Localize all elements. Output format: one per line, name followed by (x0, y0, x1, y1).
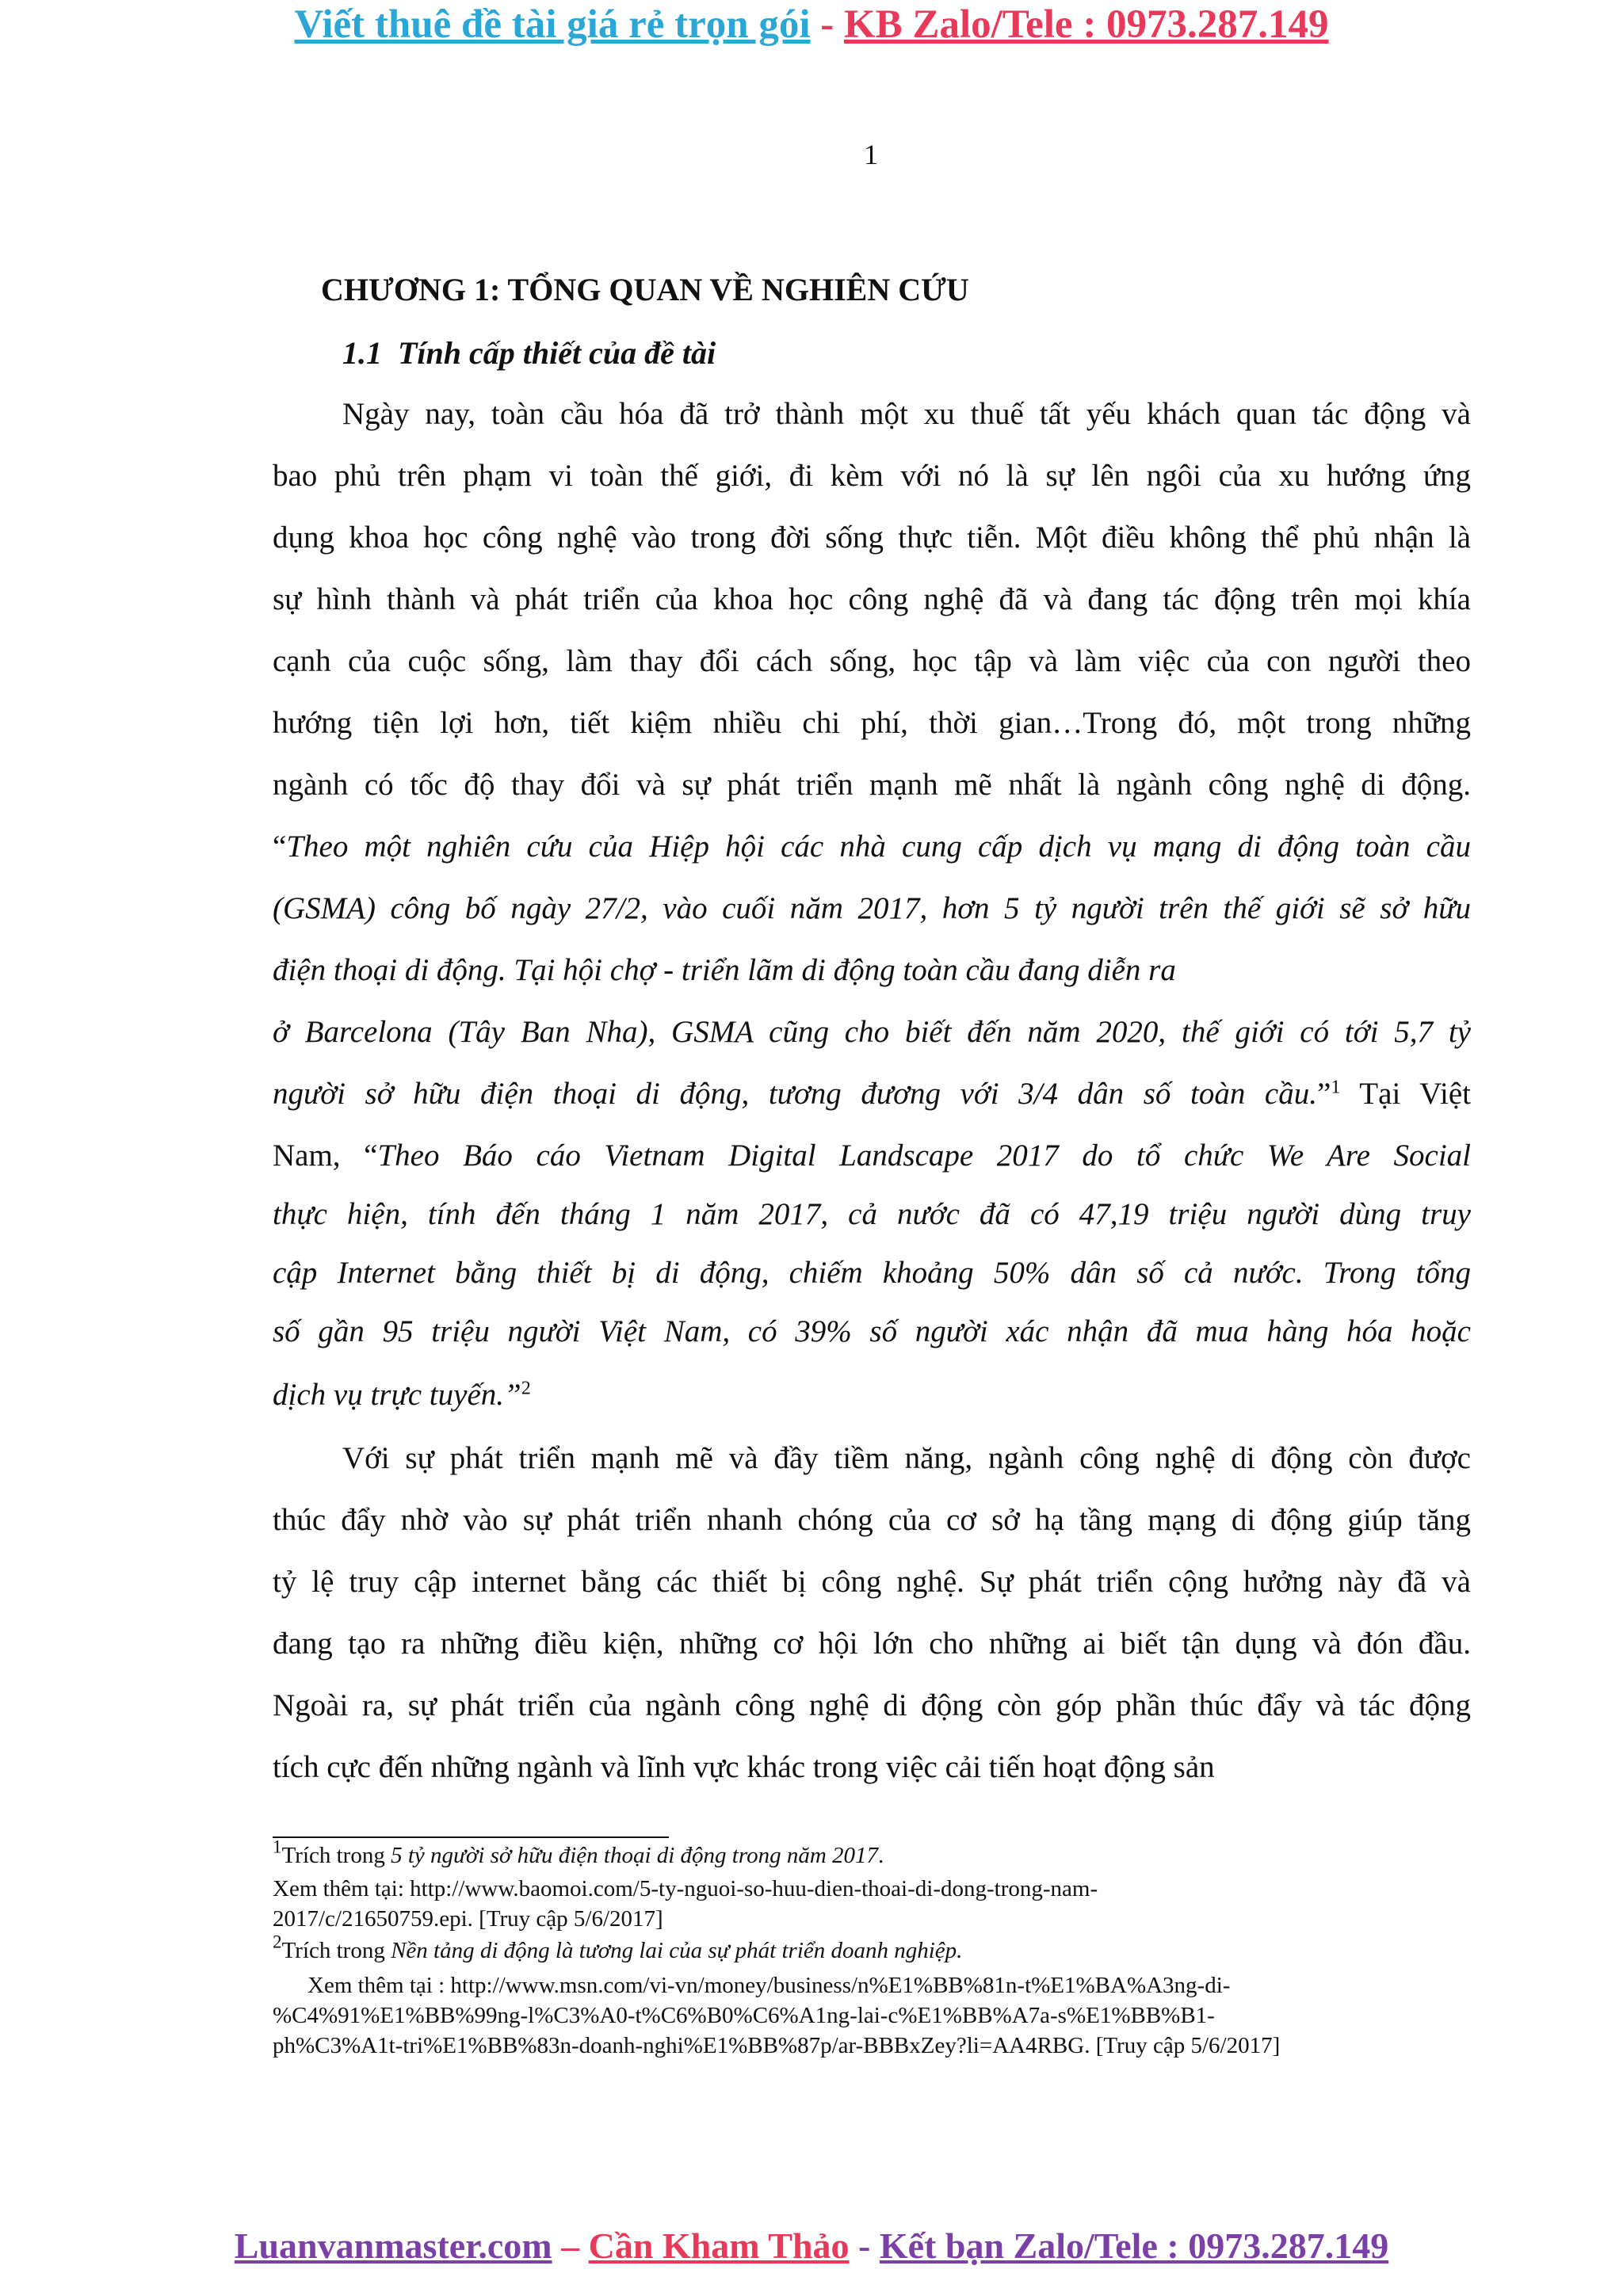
footnote-mark: 2 (273, 1932, 282, 1953)
footnote-ref-1[interactable]: 1 (1331, 1076, 1341, 1098)
paragraph-line: tích cực đến những ngành và lĩnh vực khác trong việc cải tiến hoạt động sản (273, 1750, 1215, 1784)
paragraph-line: ngành có tốc độ thay đổi và sự phát triển mạnh mẽ nhất là ngành công nghệ di động. (273, 768, 1471, 802)
paragraph-line (273, 891, 1471, 926)
paragraph-line (273, 1314, 1471, 1349)
header-contact-link[interactable]: KB Zalo/Tele : 0973.287.149 (844, 2, 1329, 47)
quote-close: ” (1317, 1077, 1331, 1111)
header-banner (0, 2, 1623, 48)
footnote-2-link[interactable]: Xem thêm tại : http://www.msn.com/vi-vn/money/business/n%E1%BB%81n-t%E1%BA%A3ng-di- (307, 1973, 1231, 1998)
header-link[interactable]: Viết thuê đề tài giá rẻ trọn gói (294, 2, 811, 47)
quote-text: Theo một nghiên cứu của Hiệp hội các nhà cung cấp dịch vụ mạng di động toàn cầu (286, 830, 1471, 864)
paragraph-line (273, 1196, 1471, 1232)
footnote-text: Trích trong (281, 1938, 391, 1963)
footnote-ref-2[interactable]: 2 (521, 1377, 531, 1399)
quote-text: thực hiện, tính đến tháng 1 năm 2017, cả nước đã có 47,19 triệu người dùng truy (273, 1197, 1471, 1231)
footnote-divider (273, 1836, 669, 1838)
quote-text: người sở hữu điện thoại di động, tương đương với 3/4 dân số toàn cầu. (273, 1077, 1317, 1111)
quote-text: cập Internet bằng thiết bị di động, chiếm khoảng 50% dân số cả nước. Trong tổng (273, 1256, 1471, 1290)
header-separator: - (810, 2, 844, 47)
footnote-source-title: 5 tỷ người sở hữu điện thoại di động trong năm 2017 (391, 1843, 879, 1868)
section-heading: 1.1 Tính cấp thiết của đề tài (342, 335, 716, 371)
paragraph-line (273, 1377, 1471, 1413)
paragraph-text: Nam, “ (273, 1138, 378, 1173)
paragraph-line (273, 1255, 1471, 1291)
paragraph-line: Ngoài ra, sự phát triển của ngành công nghệ di động còn góp phần thúc đẩy và tác động (273, 1688, 1471, 1722)
paragraph-line: thúc đẩy nhờ vào sự phát triển nhanh chóng của cơ sở hạ tầng mạng di động giúp tăng (273, 1503, 1471, 1537)
paragraph-line: Với sự phát triển mạnh mẽ và đầy tiềm năng, ngành công nghệ di động còn được (342, 1441, 1471, 1475)
footnote-2 (273, 1932, 963, 1964)
paragraph-line: cạnh của cuộc sống, làm thay đổi cách sống, học tập và làm việc của con người theo (273, 644, 1471, 678)
paragraph-line: hướng tiện lợi hơn, tiết kiệm nhiều chi phí, thời gian…Trong đó, một trong những (273, 706, 1471, 740)
paragraph-line: Ngày nay, toàn cầu hóa đã trở thành một xu thuế tất yếu khách quan tác động và (342, 397, 1471, 431)
footer-contact-link[interactable]: Kết bạn Zalo/Tele : 0973.287.149 (879, 2225, 1389, 2266)
footnote-mark: 1 (273, 1836, 282, 1858)
quote-text: dịch vụ trực tuyến.” (273, 1378, 521, 1412)
chapter-title: CHƯƠNG 1: TỔNG QUAN VỀ NGHIÊN CỨU (321, 272, 969, 307)
footnote-1-link-cont: 2017/c/21650759.epi. [Truy cập 5/6/2017] (273, 1906, 663, 1932)
paragraph-text: Tại Việt (1340, 1077, 1471, 1111)
paragraph-line (273, 952, 1471, 988)
footnote-text: . (878, 1843, 884, 1868)
paragraph-line (273, 829, 1471, 864)
footnote-source-title: Nền tảng di động là tương lai của sự phát triển doanh nghiệp. (391, 1938, 963, 1963)
footer-site-link[interactable]: Luanvanmaster.com (234, 2225, 552, 2266)
paragraph-line: tỷ lệ truy cập internet bằng các thiết bị công nghệ. Sự phát triển cộng hưởng này đã và (273, 1565, 1471, 1599)
paragraph-line: bao phủ trên phạm vi toàn thế giới, đi kèm với nó là sự lên ngôi của xu hướng ứng (273, 459, 1471, 493)
footer-separator: - (849, 2225, 880, 2266)
quote-text: Theo Báo cáo Vietnam Digital Landscape 2017 do tổ chức We Are Social (377, 1138, 1471, 1173)
quote-text: số gần 95 triệu người Việt Nam, có 39% số người xác nhận đã mua hàng hóa hoặc (273, 1314, 1471, 1348)
footer-separator: – (552, 2225, 589, 2266)
footnote-text: Trích trong (281, 1843, 391, 1868)
footer-banner (0, 2225, 1623, 2267)
paragraph-line (273, 1014, 1471, 1050)
footnote-2-link-cont: ph%C3%A1t-tri%E1%BB%83n-doanh-nghi%E1%BB%87p/ar-BBBxZey?li=AA4RBG. [Truy cập 5/6/2017] (273, 2033, 1281, 2058)
quote-text: điện thoại di động. Tại hội chợ - triển lãm di động toàn cầu đang diễn ra (273, 953, 1176, 987)
footnote-1-link[interactable]: Xem thêm tại: http://www.baomoi.com/5-ty-nguoi-so-huu-dien-thoai-di-dong-trong-nam- (273, 1876, 1098, 1901)
quote-open: “ (273, 830, 287, 864)
paragraph-line: đang tạo ra những điều kiện, những cơ hội lớn cho những ai biết tận dụng và đón đầu. (273, 1627, 1471, 1661)
footnote-2-link-cont: %C4%91%E1%BB%99ng-l%C3%A0-t%C6%B0%C6%A1ng-lai-c%E1%BB%A7a-s%E1%BB%B1- (273, 2003, 1215, 2028)
quote-text: ở Barcelona (Tây Ban Nha), GSMA cũng cho biết đến năm 2020, thế giới có tới 5,7 tỷ (273, 1015, 1471, 1049)
paragraph-line: sự hình thành và phát triển của khoa học công nghệ đã và đang tác động trên mọi khía (273, 582, 1471, 616)
footnote-1 (273, 1836, 884, 1869)
paragraph-line (273, 1138, 1471, 1173)
quote-text: (GSMA) công bố ngày 27/2, vào cuối năm 2017, hơn 5 tỷ người trên thế giới sẽ sở hữu (273, 891, 1471, 925)
paragraph-line: dụng khoa học công nghệ vào trong đời sống thực tiễn. Một điều không thể phủ nhận là (273, 521, 1471, 555)
paragraph-line (273, 1076, 1471, 1112)
page-number: 1 (864, 139, 878, 170)
footer-name-link[interactable]: Cần Kham Thảo (588, 2225, 850, 2266)
